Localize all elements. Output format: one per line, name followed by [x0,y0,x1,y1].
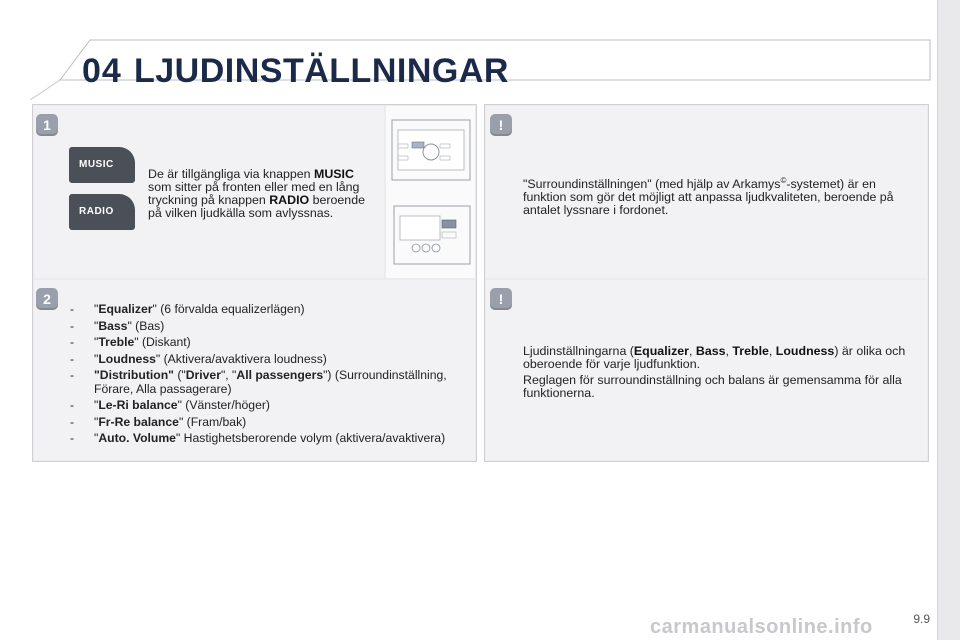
list-item: - "Treble" (Diskant) [70,335,191,349]
page-number: 9.9 [913,612,930,626]
note2-paragraph-2: Reglagen för surroundinställning och balans är gemensamma för alla funktionerna. [523,373,902,400]
page-title: LJUDINSTÄLLNINGAR [134,52,509,90]
list-item: - "Le-Ri balance" (Vänster/höger) [70,398,270,412]
list-item: - "Fr-Re balance" (Fram/bak) [70,414,247,429]
step-badge-2: 2 [36,288,58,310]
warning-badge-2: ! [490,288,512,310]
settings-list [70,303,472,449]
note1-text: "Surroundinställningen" (med hjälp av Arkamys©-systemet) är en funktion som gör det möjligt att anpassa ljudkvaliteten, beroende på antalet lyssnare i fordonet. [523,176,894,218]
note2-paragraph-1: Ljudinställningarna (Equalizer, Bass, Treble, Loudness) är olika och oberoende för varje ljudfunktion. [523,344,906,371]
step-badge-1: 1 [36,114,58,136]
warning-badge-1: ! [490,114,512,136]
list-item: - "Bass" (Bas) [70,318,165,333]
list-item: - "Loudness" (Aktivera/avaktivera loudness) [70,351,327,366]
music-button-image: MUSIC [69,147,135,183]
watermark: carmanualsonline.info [650,616,873,638]
section1-text: De är tillgängliga via knappen MUSIC som sitter på fronten eller med en lång tryckning på knappen RADIO beroende på vilken ljudkälla som avlyssnas. [148,167,365,220]
list-item: - "Equalizer" (6 förvalda equalizerlägen) [70,302,305,316]
radio-button-image: RADIO [69,194,135,230]
list-item: - "Auto. Volume" Hastighetsberorende volym (aktivera/avaktivera) [70,431,446,445]
radio-unit-illustration [388,108,474,276]
page-header [0,0,960,100]
list-item: - "Distribution" ("Driver", "All passengers") (Surroundinställning, Förare, Alla passagerare) [70,368,447,396]
chapter-number: 04 [82,52,122,90]
